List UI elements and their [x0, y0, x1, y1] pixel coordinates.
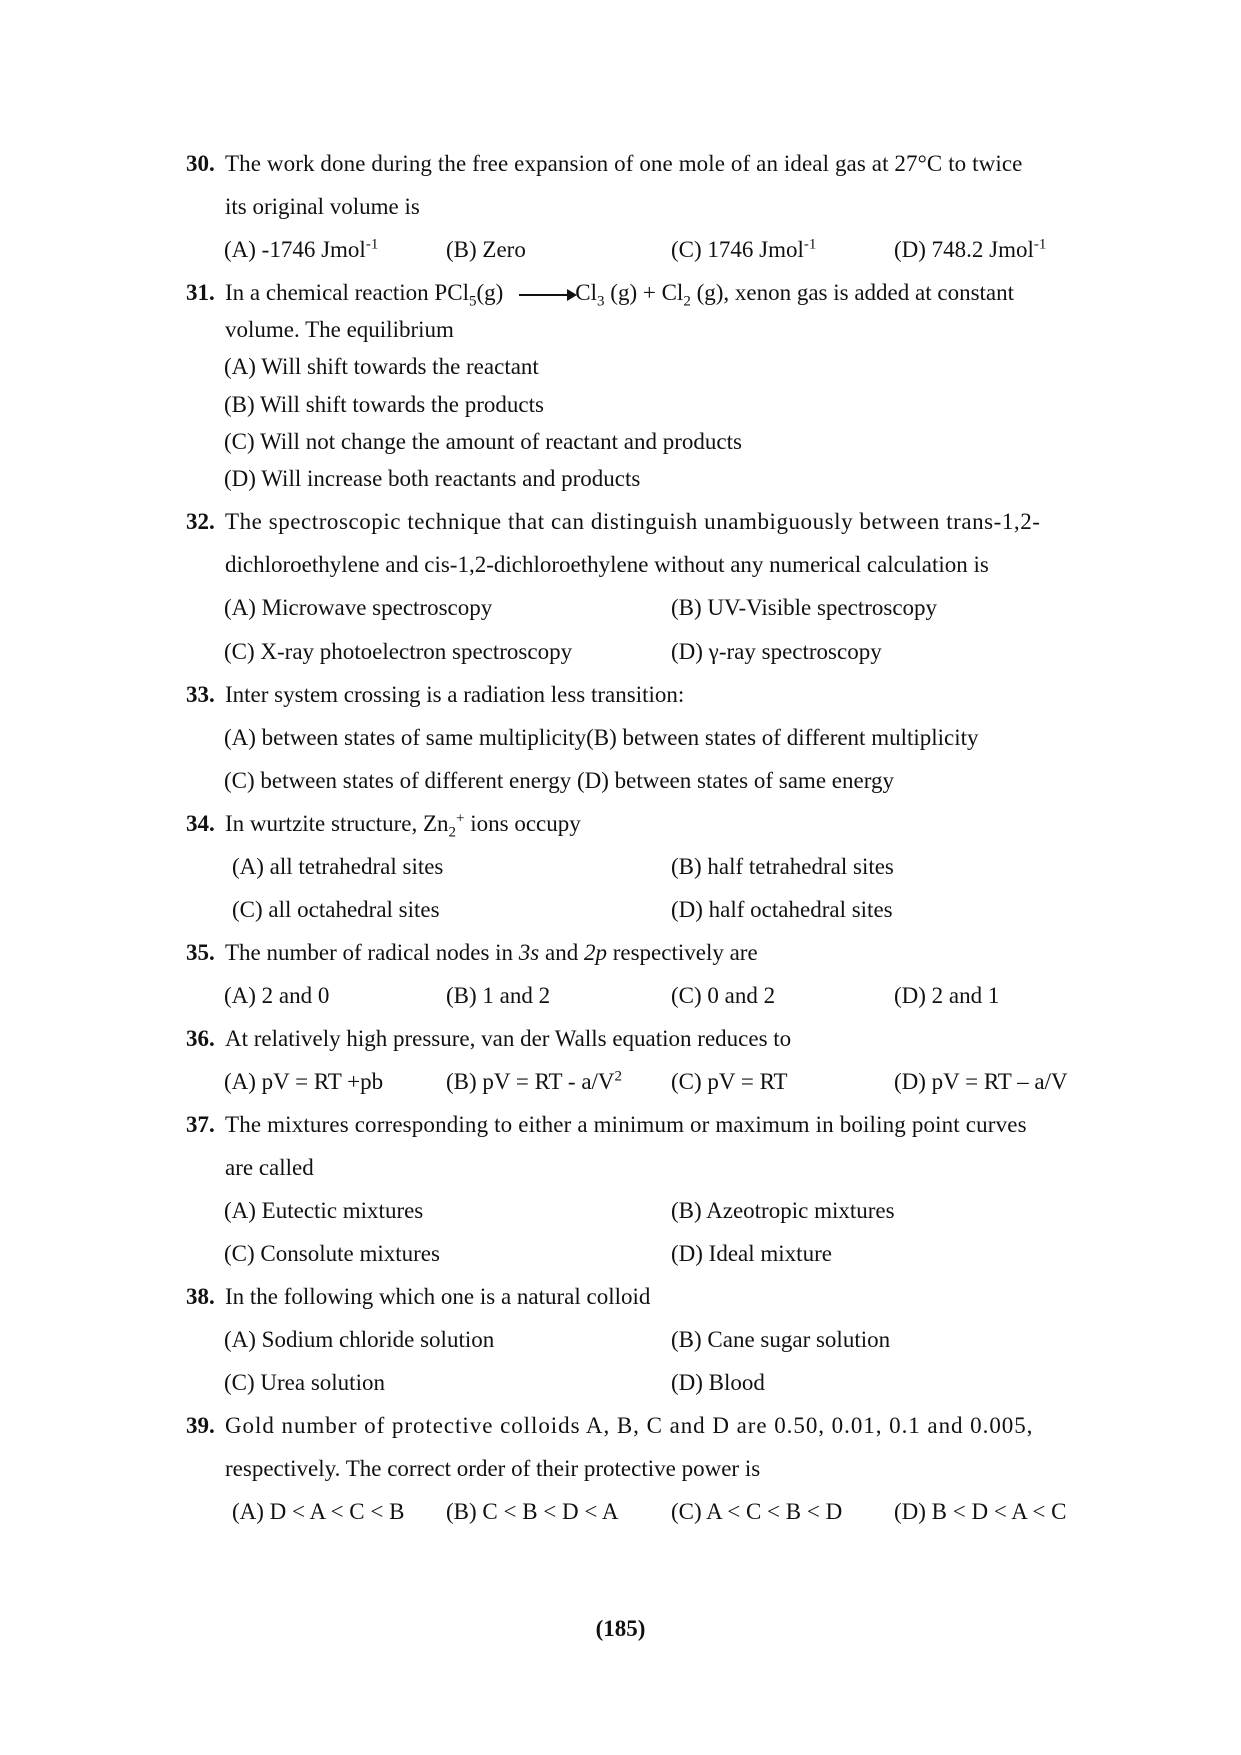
question-38-stem-line-1: In the following which one is a natural colloid [225, 1284, 651, 1309]
question-37-number: 37. [186, 1112, 215, 1137]
question-30-number: 30. [186, 151, 215, 176]
question-38-option-b: (B) Cane sugar solution [671, 1327, 891, 1352]
question-39-option-a: (A) D < A < C < B [232, 1499, 405, 1524]
question-38-option-d: (D) Blood [671, 1370, 765, 1395]
question-37-stem-line-2: are called [225, 1155, 314, 1180]
question-38-number: 38. [186, 1284, 215, 1309]
question-30-option-c: (C) 1746 Jmol$^{-1}$ [671, 236, 817, 262]
question-34-option-a: (A) all tetrahedral sites [232, 854, 444, 879]
question-32-option-b: (B) UV-Visible spectroscopy [671, 595, 938, 620]
question-33-number: 33. [186, 682, 215, 707]
question-37-option-c: (C) Consolute mixtures [224, 1241, 440, 1266]
question-39-option-d: (D) B < D < A < C [894, 1499, 1067, 1524]
question-39-stem-line-2: respectively. The correct order of their protective power is [225, 1456, 761, 1481]
question-33-stem-line-1: Inter system crossing is a radiation less transition: [225, 682, 685, 707]
question-31-option-c: (C) Will not change the amount of reactant and products [224, 429, 742, 454]
question-35-stem-line-1: The number of radical nodes in 3s and 2p respectively are [225, 940, 758, 965]
question-39-number: 39. [186, 1413, 215, 1438]
question-33-options-c-d: (C) between states of different energy (D) between states of same energy [224, 768, 894, 793]
question-32-number: 32. [186, 509, 215, 534]
question-31-option-a: (A) Will shift towards the reactant [224, 354, 539, 379]
question-35-option-b: (B) 1 and 2 [446, 983, 551, 1008]
question-37-option-d: (D) Ideal mixture [671, 1241, 832, 1266]
question-31-option-d: (D) Will increase both reactants and products [224, 466, 641, 491]
question-31-number: 31. [186, 280, 215, 305]
question-35-option-c: (C) 0 and 2 [671, 983, 776, 1008]
question-32-stem-line-1: The spectroscopic technique that can distinguish unambiguously between trans-1,2- [225, 509, 1041, 534]
question-32-stem-line-2: dichloroethylene and cis-1,2-dichloroethylene without any numerical calculation is [225, 552, 989, 577]
question-30-option-a: (A) -1746 Jmol$^{-1}$ [224, 236, 379, 262]
question-32-option-a: (A) Microwave spectroscopy [224, 595, 493, 620]
question-32-option-c: (C) X-ray photoelectron spectroscopy [224, 639, 573, 664]
question-37-option-a: (A) Eutectic mixtures [224, 1198, 424, 1223]
question-30-option-d: (D) 748.2 Jmol$^{-1}$ [894, 236, 1047, 262]
question-30-stem-line-1: The work done during the free expansion of one mole of an ideal gas at 27°C to twice [225, 151, 1023, 176]
question-36-option-b: (B) pV = RT - $a/V^2$ [446, 1068, 623, 1094]
question-37-option-b: (B) Azeotropic mixtures [671, 1198, 895, 1223]
question-33-options-a-b: (A) between states of same multiplicity(B) between states of different multiplicity [224, 725, 979, 750]
question-39-stem-line-1: Gold number of protective colloids A, B, C and D are 0.50, 0.01, 0.1 and 0.005, [225, 1413, 1034, 1438]
question-34-number: 34. [186, 811, 215, 836]
question-32-option-d: (D) γ-ray spectroscopy [671, 639, 882, 664]
question-35-option-a: (A) 2 and 0 [224, 983, 330, 1008]
question-31-stem-line-2: volume. The equilibrium [225, 317, 454, 342]
question-35-number: 35. [186, 940, 215, 965]
question-36-stem-line-1: At relatively high pressure, van der Walls equation reduces to [225, 1026, 792, 1051]
question-31-stem-line-1: In a chemical reaction PCl$_5$(g) $Cl_3$ $(g) + Cl_2$ (g), xenon gas is added at constant [225, 280, 1015, 310]
question-34-option-b: (B) half tetrahedral sites [671, 854, 894, 879]
question-30-stem-line-2: its original volume is [225, 194, 420, 219]
question-36-number: 36. [186, 1026, 215, 1051]
question-34-stem-line-1: In wurtzite structure, $Zn_2^+$ ions occupy [225, 810, 581, 841]
question-30-option-b: (B) Zero [446, 237, 526, 262]
reaction-arrow-icon [519, 294, 575, 296]
page-number: (185) [595, 1616, 646, 1641]
question-31-option-b: (B) Will shift towards the products [224, 392, 544, 417]
question-38-option-a: (A) Sodium chloride solution [224, 1327, 495, 1352]
question-39-option-c: (C) A < C < B < D [671, 1499, 843, 1524]
question-36-option-a: (A) pV = RT +pb [224, 1069, 384, 1094]
question-34-option-d: (D) half octahedral sites [671, 897, 893, 922]
question-39-option-b: (B) C < B < D < A [446, 1499, 619, 1524]
question-35-option-d: (D) 2 and 1 [894, 983, 1000, 1008]
question-34-option-c: (C) all octahedral sites [232, 897, 440, 922]
question-38-option-c: (C) Urea solution [224, 1370, 385, 1395]
question-37-stem-line-1: The mixtures corresponding to either a minimum or maximum in boiling point curves [225, 1112, 1027, 1137]
question-36-option-d: (D) pV = RT – a/V [894, 1069, 1068, 1094]
question-36-option-c: (C) pV = RT [671, 1069, 788, 1094]
